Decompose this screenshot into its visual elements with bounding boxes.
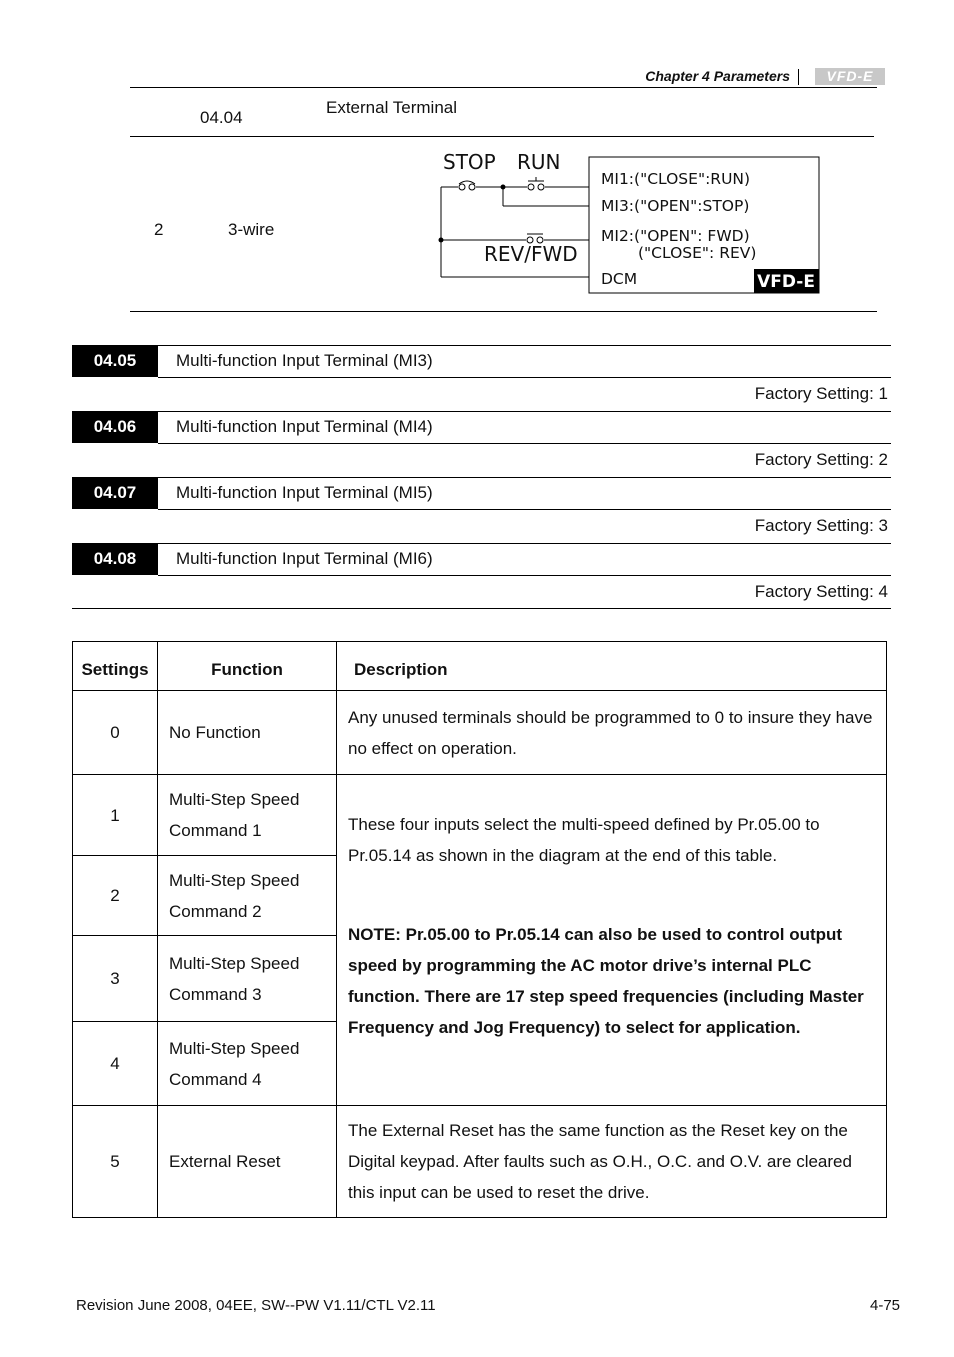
footer-revision: Revision June 2008, 04EE, SW--PW V1.11/CTL V2.11 [76, 1297, 436, 1314]
header-function: Function [158, 642, 337, 691]
function-cell: Multi-Step Speed Command 3 [158, 936, 337, 1022]
param-name: Multi-function Input Terminal (MI6) [176, 549, 433, 568]
table-row [73, 691, 887, 775]
header-description: Description [337, 642, 887, 691]
factory-setting: Factory Setting: 3 [754, 516, 888, 535]
header-settings: Settings [73, 642, 158, 691]
description-cell: Any unused terminals should be programmed to 0 to insure they have no effect on operation. [337, 691, 887, 775]
mi1-label: MI1:("CLOSE":RUN) [601, 170, 751, 188]
multi-step-description-cell [337, 775, 887, 1106]
dcm-label: DCM [601, 270, 638, 288]
param-rule [72, 608, 891, 609]
setting-cell: 4 [73, 1022, 158, 1106]
param-code-badge: 04.07 [72, 477, 158, 509]
setting-cell: 2 [73, 856, 158, 936]
header-rule [130, 87, 877, 88]
vfd-e-badge: VFD-E [757, 272, 815, 292]
param-code-badge: 04.06 [72, 411, 158, 443]
page-number: 4-75 [870, 1297, 901, 1314]
param-04-04-code: 04.04 [200, 108, 243, 127]
rev-fwd-label: REV/FWD [484, 242, 578, 266]
mi2-close-label: ("CLOSE": REV) [638, 244, 757, 262]
setting-cell: 5 [73, 1106, 158, 1218]
factory-setting: Factory Setting: 2 [754, 450, 888, 469]
table-row [73, 1106, 887, 1218]
settings-table [72, 641, 887, 1218]
run-label: RUN [517, 150, 561, 174]
mi3-label: MI3:("OPEN":STOP) [601, 197, 750, 215]
stop-label: STOP [443, 150, 496, 174]
vfd-e-logo: VFD-E [815, 68, 885, 85]
multi-step-note: NOTE: Pr.05.00 to Pr.05.14 can also be used to control output speed by programming the AC motor drive’s internal PLC function. There are 17 step speed frequencies (including Master Frequency and Jog Frequency) to select for application. [348, 925, 864, 1037]
description-cell: The External Reset has the same function as the Reset key on the Digital keypad. After faults such as O.H., O.C. and O.V. are cleared this input can be used to reset the drive. [337, 1106, 887, 1218]
table-header-row [73, 642, 887, 691]
setting-cell: 1 [73, 775, 158, 856]
factory-setting: Factory Setting: 1 [754, 384, 888, 403]
setting-mode: 3-wire [228, 220, 275, 239]
table-row [73, 775, 887, 856]
function-cell: No Function [158, 691, 337, 775]
multi-step-description: These four inputs select the multi-speed defined by Pr.05.00 to Pr.05.14 as shown in the diagram at the end of this table. [348, 815, 820, 865]
factory-setting: Factory Setting: 4 [754, 582, 888, 601]
section-rule [130, 311, 877, 312]
section-rule [130, 136, 874, 137]
header-divider [798, 69, 799, 85]
function-cell: External Reset [158, 1106, 337, 1218]
function-cell: Multi-Step Speed Command 2 [158, 856, 337, 936]
chapter-title: Chapter 4 Parameters [645, 68, 790, 84]
mi2-label: MI2:("OPEN": FWD) [601, 227, 750, 245]
param-name: Multi-function Input Terminal (MI3) [176, 351, 433, 370]
function-cell: Multi-Step Speed Command 1 [158, 775, 337, 856]
param-name: Multi-function Input Terminal (MI4) [176, 417, 433, 436]
setting-cell: 3 [73, 936, 158, 1022]
setting-cell: 0 [73, 691, 158, 775]
param-code-badge: 04.08 [72, 543, 158, 575]
function-cell: Multi-Step Speed Command 4 [158, 1022, 337, 1106]
setting-value: 2 [154, 220, 164, 239]
three-wire-diagram [430, 145, 830, 300]
param-name: Multi-function Input Terminal (MI5) [176, 483, 433, 502]
param-04-04-title: External Terminal [326, 98, 458, 117]
param-code-badge: 04.05 [72, 345, 158, 377]
